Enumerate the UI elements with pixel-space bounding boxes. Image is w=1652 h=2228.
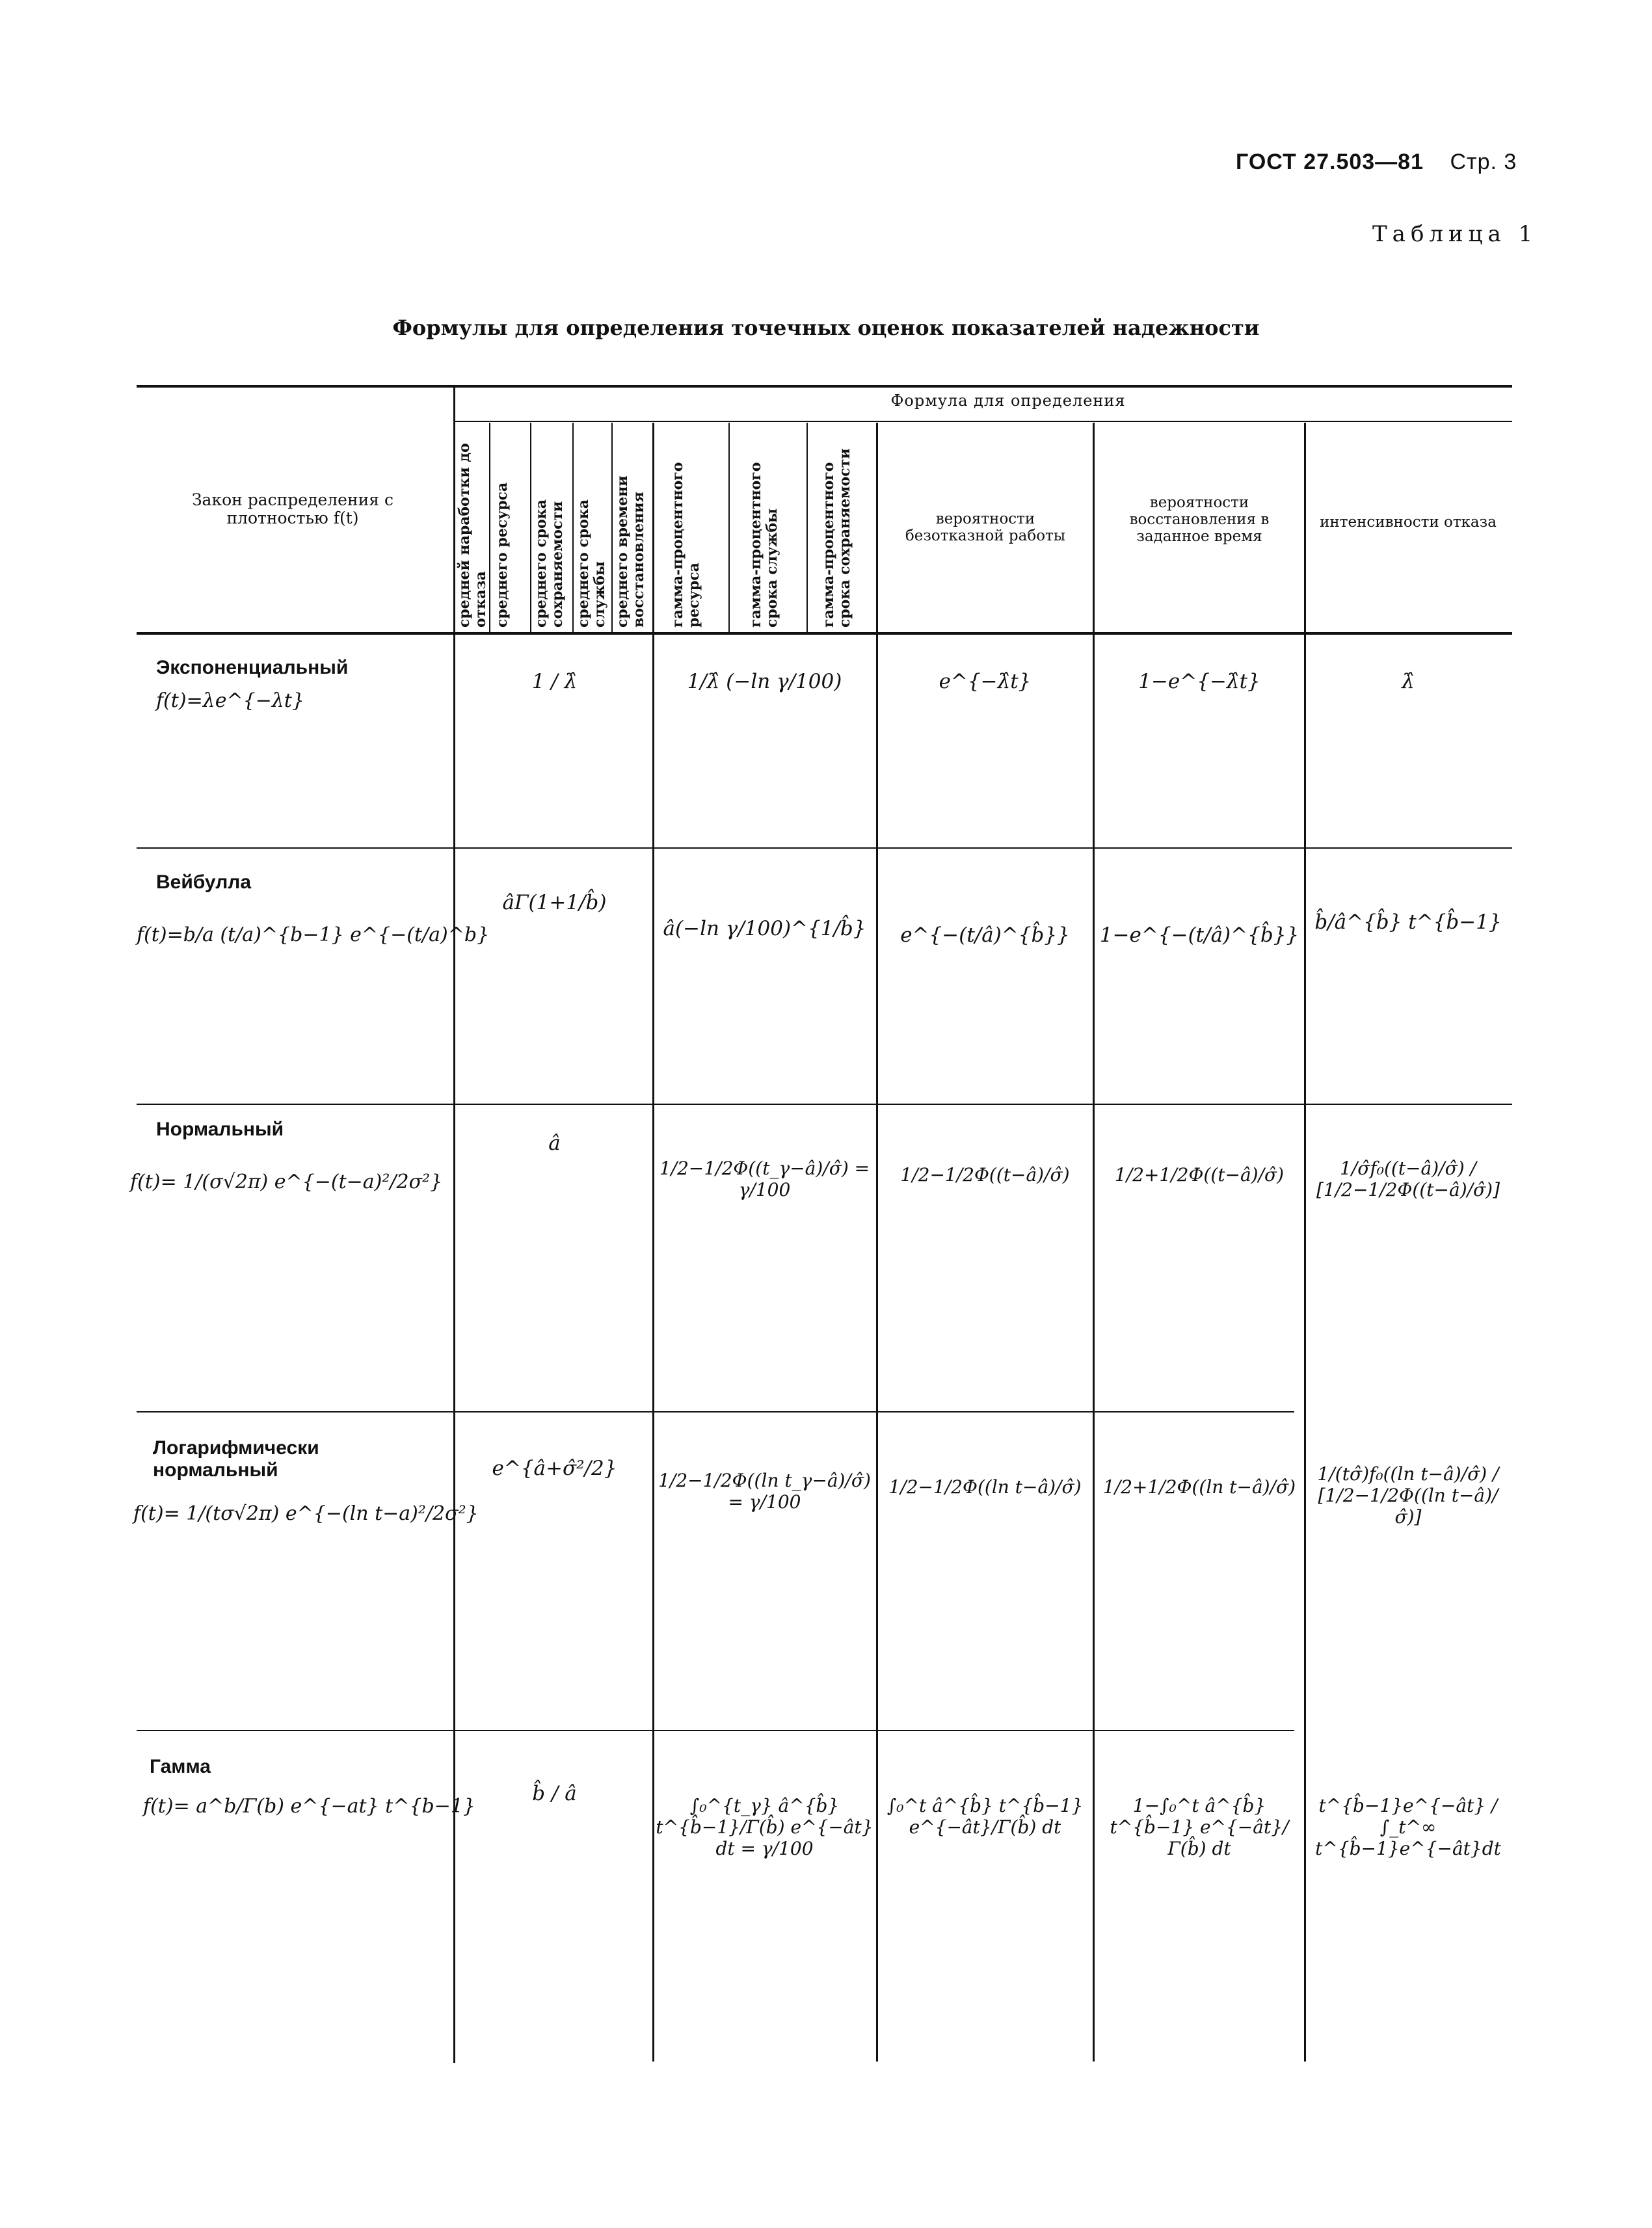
rate-formula: λ̂	[1402, 670, 1415, 693]
subcolumn-rule	[572, 423, 574, 632]
column-rule	[652, 423, 654, 2062]
density-formula: f(t)=b/a (t/a)^{b−1} e^{−(t/a)^b}	[137, 923, 490, 946]
row-separator	[137, 1411, 1294, 1412]
page-number: Стр. 3	[1450, 150, 1517, 174]
mean-formula: âΓ(1+1/b̂)	[502, 891, 607, 914]
table-top-rule	[137, 385, 1512, 388]
subcolumn-rule	[728, 423, 730, 632]
density-formula: f(t)= 1/(tσ√2π) e^{−(ln t−a)²/2σ²}	[133, 1502, 479, 1525]
gamma-formula: 1/2−1/2Φ((ln t_γ−â)/σ̂) = γ/100	[658, 1470, 871, 1513]
mean-formula: â	[548, 1132, 561, 1155]
table-label: Таблица 1	[1372, 221, 1538, 247]
rate-formula: 1/(tσ̂)f₀((ln t−â)/σ̂) / [1/2−1/2Φ((ln t−â)/σ̂)]	[1317, 1463, 1499, 1528]
formula-group-header: Формула для определения	[890, 391, 1126, 410]
law-name: Логарифмически нормальный	[153, 1437, 319, 1481]
header-gamma-service: гамма-процентного срока службы	[747, 462, 780, 628]
density-formula: f(t)= a^b/Γ(b) e^{−at} t^{b−1}	[143, 1795, 476, 1818]
rate-formula: t^{b̂−1}e^{−ât} / ∫_t^∞ t^{b̂−1}e^{−ât}dt	[1315, 1795, 1501, 1859]
column-rule	[1304, 423, 1306, 2062]
row-separator	[137, 1730, 1294, 1731]
gamma-formula: 1/2−1/2Φ((t_γ−â)/σ̂) = γ/100	[659, 1158, 870, 1200]
header-mean-recovery: среднего времени восстановления	[614, 475, 647, 628]
header-mean-to-failure: средней наработки до отказа	[456, 443, 489, 628]
mean-formula: 1 / λ̂	[531, 670, 578, 693]
header-gamma-resource: гамма-процентного ресурса	[669, 462, 702, 628]
law-name: Экспоненциальный	[156, 657, 349, 678]
header-mean-service: среднего срока службы	[575, 499, 608, 628]
prob-formula: e^{−λ̂t}	[939, 670, 1032, 693]
prob-formula: e^{−(t/â)^{b̂}}	[900, 923, 1070, 947]
law-column-header: Закон распределения с плотностью f(t)	[191, 490, 394, 527]
subcolumn-rule	[611, 423, 613, 632]
header-prob-recovery: вероятности восстановления в заданное время	[1129, 494, 1270, 545]
law-name: Гамма	[150, 1756, 211, 1777]
header-gamma-storage: гамма-процентного срока сохраняемости	[820, 448, 853, 628]
subcolumn-rule	[806, 423, 808, 632]
formula-group-rule	[455, 421, 1512, 422]
density-formula: f(t)= 1/(σ√2π) e^{−(t−a)²/2σ²}	[130, 1171, 443, 1193]
law-name: Нормальный	[156, 1119, 284, 1140]
recovery-formula: 1−∫₀^t â^{b̂} t^{b̂−1} e^{−ât}/Γ(b̂) dt	[1110, 1795, 1289, 1859]
gamma-formula: 1/λ̂ (−ln γ/100)	[687, 670, 842, 693]
subcolumn-rule	[489, 423, 490, 632]
prob-formula: 1/2−1/2Φ((ln t−â)/σ̂)	[888, 1476, 1082, 1498]
header-failure-rate: интенсивности отказа	[1320, 514, 1497, 531]
page-header	[1236, 150, 1517, 175]
column-rule	[876, 423, 878, 2062]
prob-formula: ∫₀^t â^{b̂} t^{b̂−1} e^{−ât}/Γ(b̂) dt	[886, 1795, 1084, 1838]
rate-formula: 1/σ̂f₀((t−â)/σ̂) / [1/2−1/2Φ((t−â)/σ̂)]	[1316, 1158, 1500, 1200]
law-name: Вейбулла	[156, 871, 252, 893]
recovery-formula: 1/2+1/2Φ((ln t−â)/σ̂)	[1102, 1476, 1296, 1498]
recovery-formula: 1−e^{−λ̂t}	[1138, 670, 1260, 693]
header-prob-no-failure: вероятности безотказной работы	[905, 511, 1066, 544]
gamma-formula: â(−ln γ/100)^{1/b̂}	[663, 917, 866, 940]
recovery-formula: 1/2+1/2Φ((t−â)/σ̂)	[1114, 1164, 1285, 1186]
prob-formula: 1/2−1/2Φ((t−â)/σ̂)	[900, 1164, 1070, 1186]
standard-number: ГОСТ 27.503—81	[1236, 150, 1424, 174]
mean-formula: b̂ / â	[532, 1782, 577, 1805]
header-mean-storage: среднего срока сохраняемости	[533, 499, 566, 628]
rate-formula: b̂/â^{b̂} t^{b̂−1}	[1314, 910, 1502, 934]
column-rule	[1093, 423, 1095, 2062]
mean-formula: e^{â+σ̂²/2}	[492, 1457, 617, 1480]
density-formula: f(t)=λe^{−λt}	[156, 689, 304, 712]
header-mean-resource: среднего ресурса	[494, 482, 511, 628]
table-title: Формулы для определения точечных оценок показателей надежности	[392, 315, 1260, 340]
gamma-formula: ∫₀^{t_γ} â^{b̂} t^{b̂−1}/Γ(b̂) e^{−ât} dt = γ/100	[656, 1795, 873, 1859]
recovery-formula: 1−e^{−(t/â)^{b̂}}	[1099, 923, 1299, 947]
subcolumn-rule	[530, 423, 531, 632]
